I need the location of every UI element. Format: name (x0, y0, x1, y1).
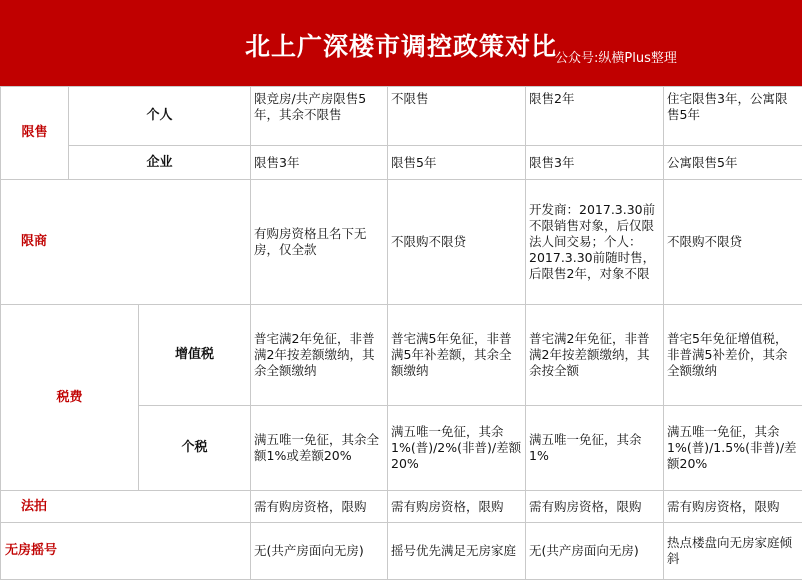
table-row (1, 305, 802, 406)
table-cell: 需有购房资格，限购 (388, 491, 526, 523)
table-cell: 开发商：2017.3.30前不限销售对象，后仅限法人间交易；个人：2017.3.30前随时售，后限售2年，对象不限 (526, 180, 664, 305)
category-label-shuifei: 税费 (1, 305, 139, 491)
table-cell: 满五唯一免征，其余1%(普)/1.5%(非普)/差额20% (664, 406, 802, 491)
table-cell: 住宅限售3年，公寓限售5年 (664, 87, 802, 146)
table-row (1, 180, 802, 305)
table-row (1, 146, 802, 180)
source-credit: 公众号:纵横Plus整理 (555, 51, 677, 66)
table-row (1, 87, 802, 146)
table-cell: 无(共产房面向无房) (526, 523, 664, 580)
table-cell: 需有购房资格，限购 (526, 491, 664, 523)
table-cell: 限竞房/共产房限售5年，其余不限售 (251, 87, 388, 146)
table-cell: 限售3年 (251, 146, 388, 180)
table-cell: 普宅满5年免征，非普满5年补差额，其余全额缴纳 (388, 305, 526, 406)
category-label-xianshang: 限商 (1, 180, 251, 305)
table-cell: 不限购不限贷 (388, 180, 526, 305)
table-cell: 普宅5年免征增值税，非普满5补差价，其余全额缴纳 (664, 305, 802, 406)
table-cell: 满五唯一免征，其余全额1%或差额20% (251, 406, 388, 491)
table-cell: 限售3年 (526, 146, 664, 180)
table-cell: 无(共产房面向无房) (251, 523, 388, 580)
subcategory-label-geshui: 个税 (139, 406, 251, 491)
table-cell: 有购房资格且名下无房，仅全款 (251, 180, 388, 305)
page-title: 北上广深楼市调控政策对比 (244, 32, 557, 61)
category-label-fapai: 法拍 (1, 491, 251, 523)
table-cell: 热点楼盘向无房家庭倾斜 (664, 523, 802, 580)
table-cell: 需有购房资格，限购 (664, 491, 802, 523)
table-cell: 普宅满2年免征，非普满2年按差额缴纳，其余按全额 (526, 305, 664, 406)
table-row (1, 523, 802, 580)
policy-comparison-table (0, 86, 802, 580)
subcategory-label-qiye: 企业 (69, 146, 251, 180)
table-cell: 普宅满2年免征，非普满2年按差额缴纳，其余全额缴纳 (251, 305, 388, 406)
subcategory-label-zengzhishui: 增值税 (139, 305, 251, 406)
header-banner (0, 0, 802, 86)
table-cell: 限售5年 (388, 146, 526, 180)
table-cell: 不限购不限贷 (664, 180, 802, 305)
category-label-xianshou: 限售 (1, 87, 69, 180)
table-cell: 满五唯一免征，其余1% (526, 406, 664, 491)
table-cell: 需有购房资格，限购 (251, 491, 388, 523)
table-cell: 公寓限售5年 (664, 146, 802, 180)
subcategory-label-geren: 个人 (69, 87, 251, 146)
table-cell: 限售2年 (526, 87, 664, 146)
table-cell: 摇号优先满足无房家庭 (388, 523, 526, 580)
table-cell: 不限售 (388, 87, 526, 146)
table-cell: 满五唯一免征，其余1%(普)/2%(非普)/差额20% (388, 406, 526, 491)
table-row (1, 491, 802, 523)
category-label-yaohao: 无房摇号 (1, 523, 251, 580)
